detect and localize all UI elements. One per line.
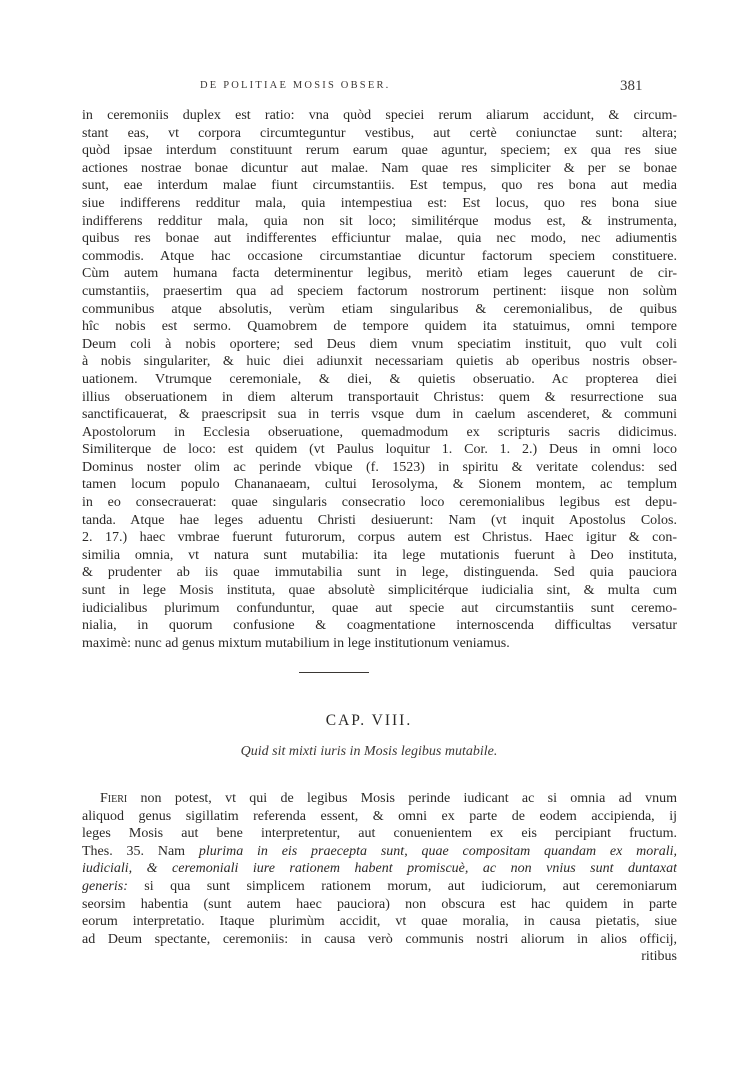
text-line: tamen locum populo Chananaeam, cultui Ierosolyma, & Sionem montem, ac templum [82, 477, 677, 493]
text-line: leges Mosis aut bene interpretentur, aut conuenientem ex eis percipiant fructum. [82, 826, 677, 842]
text-line: iudicialibus plurimum confunduntur, quae aut specie aut circumstantiis sunt ceremo- [82, 600, 677, 616]
text-line: eorum interpretatio. Itaque plurimùm accidit, vt quae moralia, in causa pietatis, siue [82, 914, 677, 930]
text-line: communibus atque absolutis, verùm etiam singularibus & ceremonialibus, de quibus [82, 301, 677, 317]
text-line: quibus res bonae aut indifferentes efficiuntur malae, quia nec modo, nec adiumentis [82, 231, 677, 247]
italic-span: quae compositam quandam ex morali, [421, 843, 677, 859]
text-line: tanda. Atque hae leges aduentu Christi desiuerunt: Nam (vt inquit Apostolus Colos. [82, 512, 677, 528]
text-line: in ceremoniis duplex est ratio: vna quòd speciei rerum aliarum accidunt, & circum- [82, 108, 677, 123]
text-line [82, 860, 677, 878]
text-line: seorsim habentia (sunt autem haec pauciora) non obscura est hac quidem in parte [82, 896, 677, 912]
text-span: Thes. 35. Nam [82, 843, 199, 859]
text-line: & prudenter ab iis quae immutabilia sunt in lege, distinguenda. Sed quia pauciora [82, 565, 677, 581]
section-divider-rule [299, 672, 369, 673]
text-line: stant eas, vt corpora circumteguntur vestibus, aut certè coniunctae sunt: altera; [82, 125, 677, 141]
text-line: quòd ipsae interdum constituunt rerum earum quae aguntur, speciem; ex qua res siue [82, 143, 677, 159]
text-line: Similiterque de loco: est quidem (vt Paulus loquitur 1. Cor. 1. 2.) Deus in omni loco [82, 442, 677, 458]
text-line: illius obseruationem in diem alterum transportauit Christus: quem & resurrectione sua [82, 389, 677, 405]
chapter-heading: CAP. VIII. [325, 712, 413, 729]
text-line: actiones nostrae bonae dicuntur aut malae. Nam quae res simpliciter & per se bonae [82, 160, 677, 176]
initial-smallcaps-word: Fieri [100, 791, 128, 806]
page-number: 381 [620, 78, 643, 94]
text-line [82, 843, 677, 861]
text-span: si qua sunt simplicem rationem morum, aut iudiciorum, aut ceremoniarum [127, 878, 677, 894]
text-line: siue indifferens redditur mala, quia intempestiua est: Est locus, quo res bona siue [82, 195, 677, 211]
catchword: ritibus [641, 949, 677, 965]
text-line: Deum coli à nobis oportere; sed Deus diem vnum speciatim instituit, quo vult coli [82, 336, 677, 352]
text-line: in eo consecrauerat: quae singularis consecratio loco ceremonialibus legibus est depu- [82, 495, 677, 511]
text-line: 2. 17.) haec vmbrae fuerunt futurorum, corpus autem est Christus. Haec igitur & con- [82, 530, 677, 546]
text-line: cumstantiis, praesertim qua ad speciem factorum nostrorum pertinent: iisque non solùm [82, 283, 677, 299]
text-line: commodis. Atque hac occasione circumstantiae dicuntur factorum speciem constituere. [82, 248, 677, 264]
text-line: nialia, in quorum confusione & coagmentatione internoscenda difficultas versatur [82, 618, 677, 634]
text-line: sunt, eae interdum malae fiunt circumstantiis. Est tempus, quo res bona aut media [82, 178, 677, 194]
body-paragraph-1 [82, 107, 677, 652]
italic-span: plurima in eis praecepta sunt [198, 843, 405, 859]
text-line: à nobis singulariter, & huic diei adiunxit necessariam quietis ab operibus nostris obser- [82, 354, 677, 370]
text-span: , [404, 843, 422, 859]
body-paragraph-2 [82, 790, 677, 966]
text-line: sunt in lege Mosis instituta, quae absolutè simplicitérque iudicialia sint, & multa cum [82, 583, 677, 599]
text-line: Cùm autem humana facta determinentur legibus, meritò etiam leges cauerunt de cir- [82, 266, 677, 282]
text-line: uationem. Vtrumque ceremoniale, & diei, & quietis obseruatio. Ac propterea diei [82, 371, 677, 387]
text-line: similia omnia, vt natura sunt mutabilia: ita lege mutationis fuerunt à Deo instituta, [82, 547, 677, 563]
text-line: sanctificauerat, & praescripsit sua in terris vsque dum in caelum ascenderet, & communi [82, 407, 677, 423]
text-span: non potest, vt qui de legibus Mosis perinde iudicant ac si omnia ad vnum [127, 791, 677, 806]
text-line: maximè: nunc ad genus mixtum mutabilium in lege institutionum veniamus. [82, 635, 510, 651]
running-title: DE POLITIAE MOSIS OBSER. [200, 80, 391, 91]
text-line: Apostolorum in Ecclesia obseruatione, quemadmodum ex scripturis sacris didicimus. [82, 424, 677, 440]
text-line: aliquod genus sigillatim referenda essent, & omni ex parte de eodem accipienda, ij [82, 808, 677, 824]
italic-span: generis: [82, 878, 128, 894]
italic-span: iudiciali, & ceremoniali iure rationem habent promiscuè, ac non vnius sunt duntaxat [82, 861, 677, 877]
text-line: Dominus noster olim ac perinde vbique (f. 1523) in spiritu & veritate colendus: sed [82, 459, 677, 475]
running-head [0, 78, 738, 98]
text-line [82, 790, 677, 808]
text-line: hîc nobis est sermo. Quamobrem de tempore quidem ita statuimus, omni tempore [82, 319, 677, 335]
text-line: indifferens redditur mala, quia non sit loco; similitérque modus est, & instrumenta, [82, 213, 677, 229]
text-line: ad Deum spectante, ceremoniis: in causa verò communis nostri aliorum in alios officij, [82, 931, 677, 947]
chapter-subtitle: Quid sit mixti iuris in Mosis legibus mutabile. [240, 744, 498, 759]
text-line [82, 878, 677, 896]
